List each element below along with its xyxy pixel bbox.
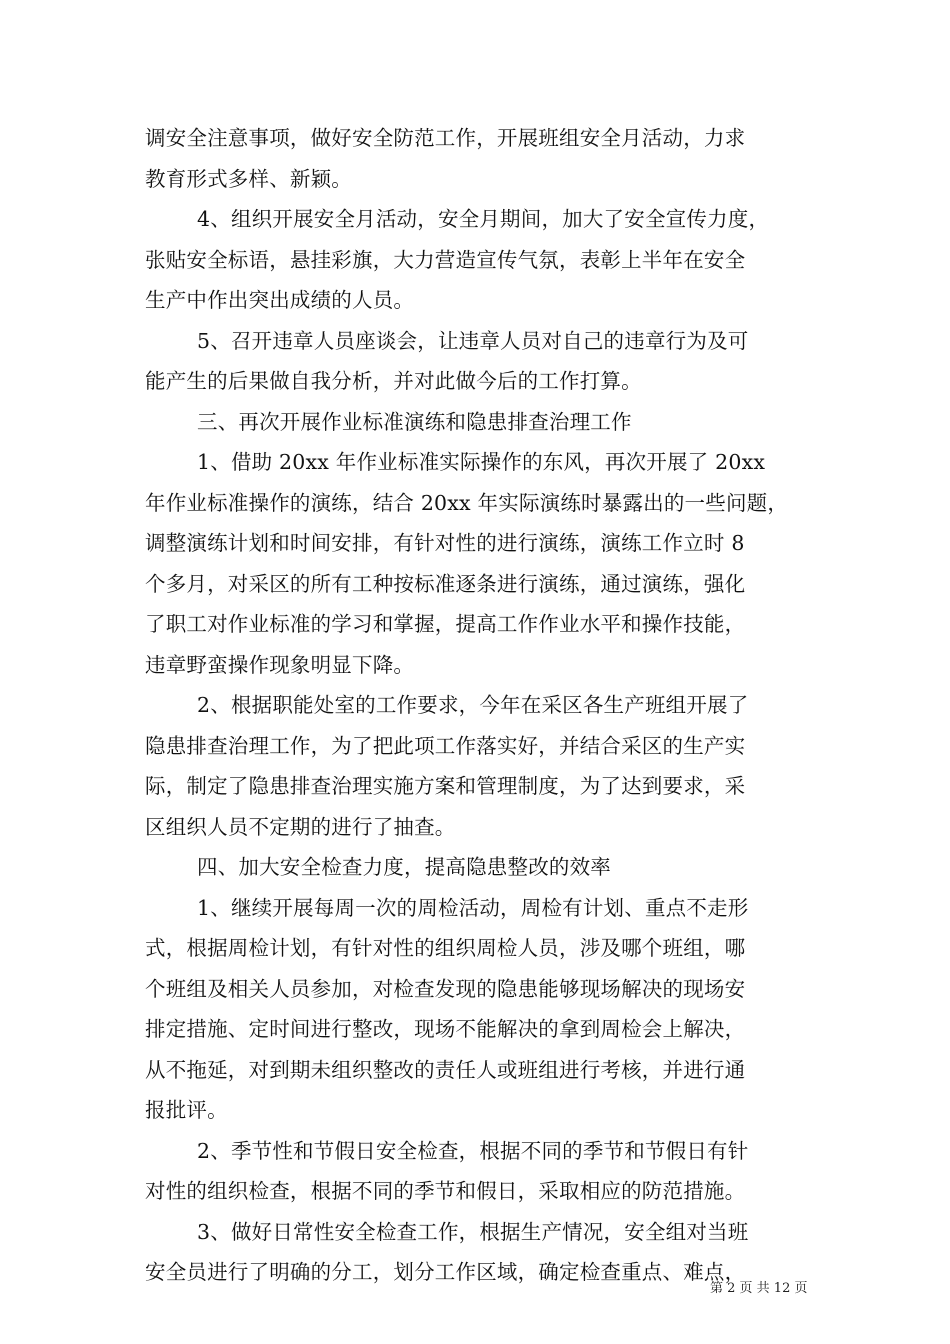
- text-line: 际，制定了隐患排查治理实施方案和管理制度，为了达到要求，采: [145, 774, 746, 798]
- paragraph-start-line: 1、借助 20xx 年作业标准实际操作的东风，再次开展了 20xx: [197, 450, 766, 474]
- text-line: 排定措施、定时间进行整改，现场不能解决的拿到周检会上解决，: [145, 1017, 746, 1041]
- text-line: 调安全注意事项，做好安全防范工作，开展班组安全月活动，力求: [145, 126, 746, 150]
- text-line: 区组织人员不定期的进行了抽查。: [145, 814, 456, 839]
- paragraph-start-line: 2、根据职能处室的工作要求，今年在采区各生产班组开展了: [197, 693, 749, 717]
- text-line: 能产生的后果做自我分析，并对此做今后的工作打算。: [145, 369, 642, 393]
- document-body: [145, 118, 813, 1293]
- paragraph-start-line: 5、召开违章人员座谈会，让违章人员对自己的违章行为及可: [197, 328, 749, 353]
- text-line: 个多月，对采区的所有工种按标准逐条进行演练，通过演练，强化: [145, 571, 746, 596]
- text-line: 个班组及相关人员参加，对检查发现的隐患能够现场解决的现场安: [145, 976, 746, 1001]
- text-line: 生产中作出突出成绩的人员。: [145, 288, 415, 312]
- text-line: 式，根据周检计划，有针对性的组织周检人员，涉及哪个班组，哪: [145, 936, 746, 960]
- page-number-footer: 第 2 页 共 12 页: [710, 1281, 808, 1296]
- section-heading: 三、再次开展作业标准演练和隐患排查治理工作: [197, 409, 632, 434]
- text-line: 隐患排查治理工作，为了把此项工作落实好，并结合采区的生产实: [145, 733, 746, 758]
- text-line: 教育形式多样、新颖。: [145, 166, 352, 191]
- text-line: 从不拖延，对到期未组织整改的责任人或班组进行考核，并进行通: [145, 1057, 746, 1082]
- section-heading: 四、加大安全检查力度，提高隐患整改的效率: [197, 855, 611, 879]
- text-line: 对性的组织检查，根据不同的季节和假日，采取相应的防范措施。: [145, 1179, 746, 1203]
- text-line: 年作业标准操作的演练，结合 20xx 年实际演练时暴露出的一些问题，: [145, 490, 789, 515]
- paragraph-start-line: 4、组织开展安全月活动，安全月期间，加大了安全宣传力度，: [197, 207, 770, 231]
- paragraph-start-line: 1、继续开展每周一次的周检活动，周检有计划、重点不走形: [197, 895, 749, 920]
- paragraph-start-line: 2、季节性和节假日安全检查，根据不同的季节和节假日有针: [197, 1138, 749, 1163]
- text-line: 违章野蛮操作现象明显下降。: [145, 652, 415, 677]
- text-line: 调整演练计划和时间安排，有针对性的进行演练，演练工作立时 8: [145, 531, 745, 555]
- paragraph-start-line: 3、做好日常性安全检查工作，根据生产情况，安全组对当班: [197, 1219, 749, 1244]
- text-line: 张贴安全标语，悬挂彩旗，大力营造宣传气氛，表彰上半年在安全: [145, 247, 746, 272]
- text-line: 报批评。: [145, 1098, 228, 1122]
- text-line: 了职工对作业标准的学习和掌握，提高工作作业水平和操作技能，: [145, 612, 746, 636]
- text-line: 安全员进行了明确的分工，划分工作区域，确定检查重点、难点，: [145, 1260, 746, 1284]
